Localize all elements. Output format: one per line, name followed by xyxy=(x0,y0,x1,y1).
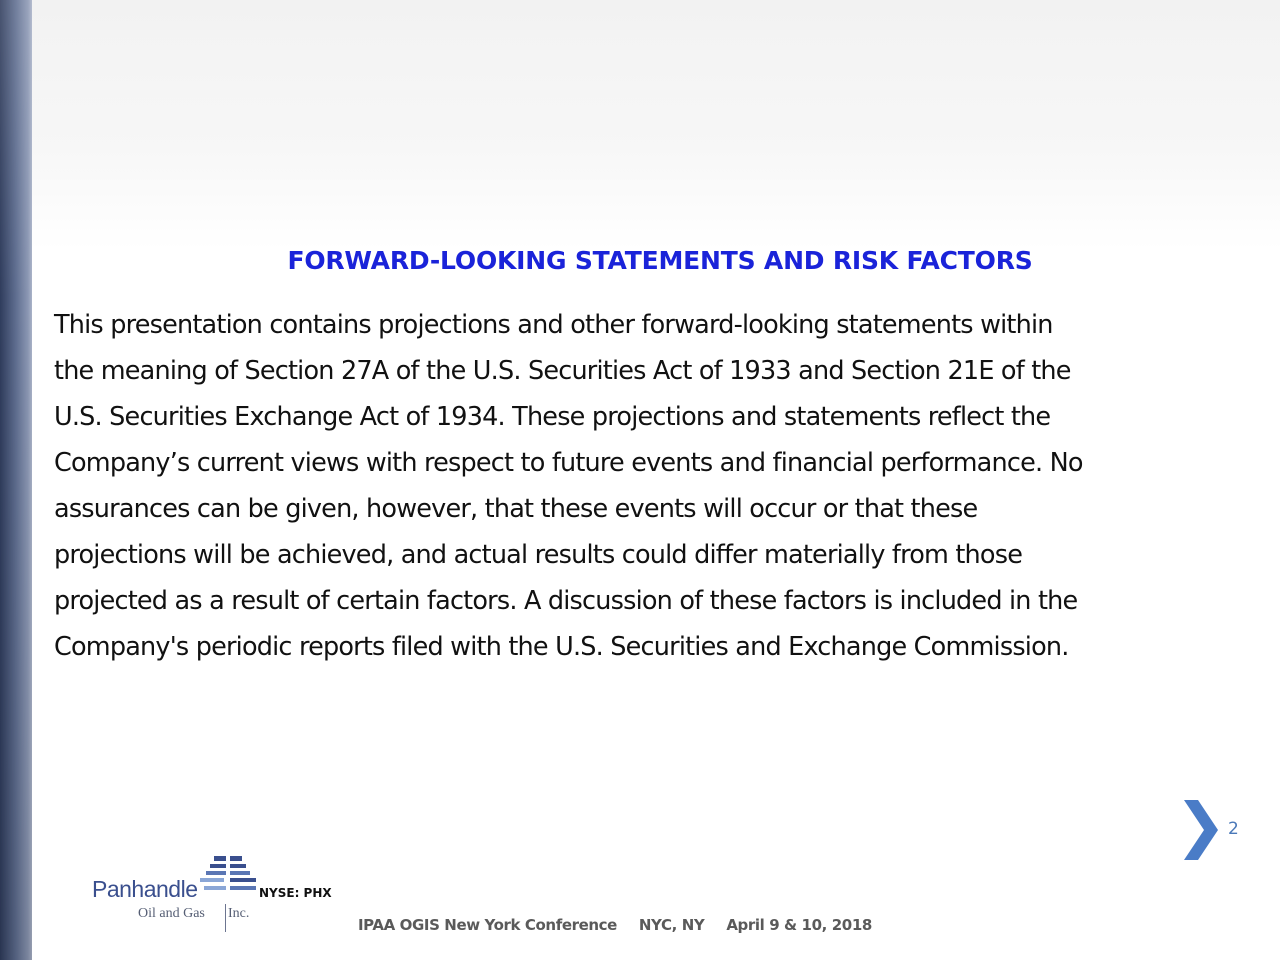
body-line: projected as a result of certain factors. A discussion of these factors is included in the xyxy=(54,586,1078,616)
logo-wordmark: Panhandle xyxy=(92,876,198,902)
page-number: 2 xyxy=(1228,819,1239,839)
body-line: Company's periodic reports filed with the U.S. Securities and Exchange Commission. xyxy=(54,632,1069,662)
footer-location: NYC, NY xyxy=(638,916,705,934)
stock-ticker: NYSE: PHX xyxy=(259,886,332,900)
left-accent-bar xyxy=(0,0,32,960)
body-line: U.S. Securities Exchange Act of 1934. These projections and statements reflect the xyxy=(54,402,1051,432)
body-line: Company’s current views with respect to future events and financial performance. No xyxy=(54,448,1083,478)
footer-conference: IPAA OGIS New York Conference xyxy=(358,916,617,934)
logo-subtitle: Oil and Gas xyxy=(138,906,205,921)
body-line: projections will be achieved, and actual results could differ materially from those xyxy=(54,540,1023,570)
logo-inc: Inc. xyxy=(228,906,250,921)
body-line: the meaning of Section 27A of the U.S. Securities Act of 1933 and Section 21E of the xyxy=(54,356,1071,386)
company-logo xyxy=(92,852,272,936)
footer xyxy=(358,916,872,934)
footer-dates: April 9 & 10, 2018 xyxy=(726,916,872,934)
chevron-right-icon[interactable] xyxy=(1180,800,1220,860)
slide-title: FORWARD-LOOKING STATEMENTS AND RISK FACTORS xyxy=(287,246,1033,275)
body-line: This presentation contains projections and other forward-looking statements within xyxy=(54,310,1053,340)
wave-logo-icon xyxy=(200,856,256,902)
body-paragraph xyxy=(54,302,1274,670)
body-line: assurances can be given, however, that these events will occur or that these xyxy=(54,494,978,524)
logo-divider xyxy=(225,904,226,932)
